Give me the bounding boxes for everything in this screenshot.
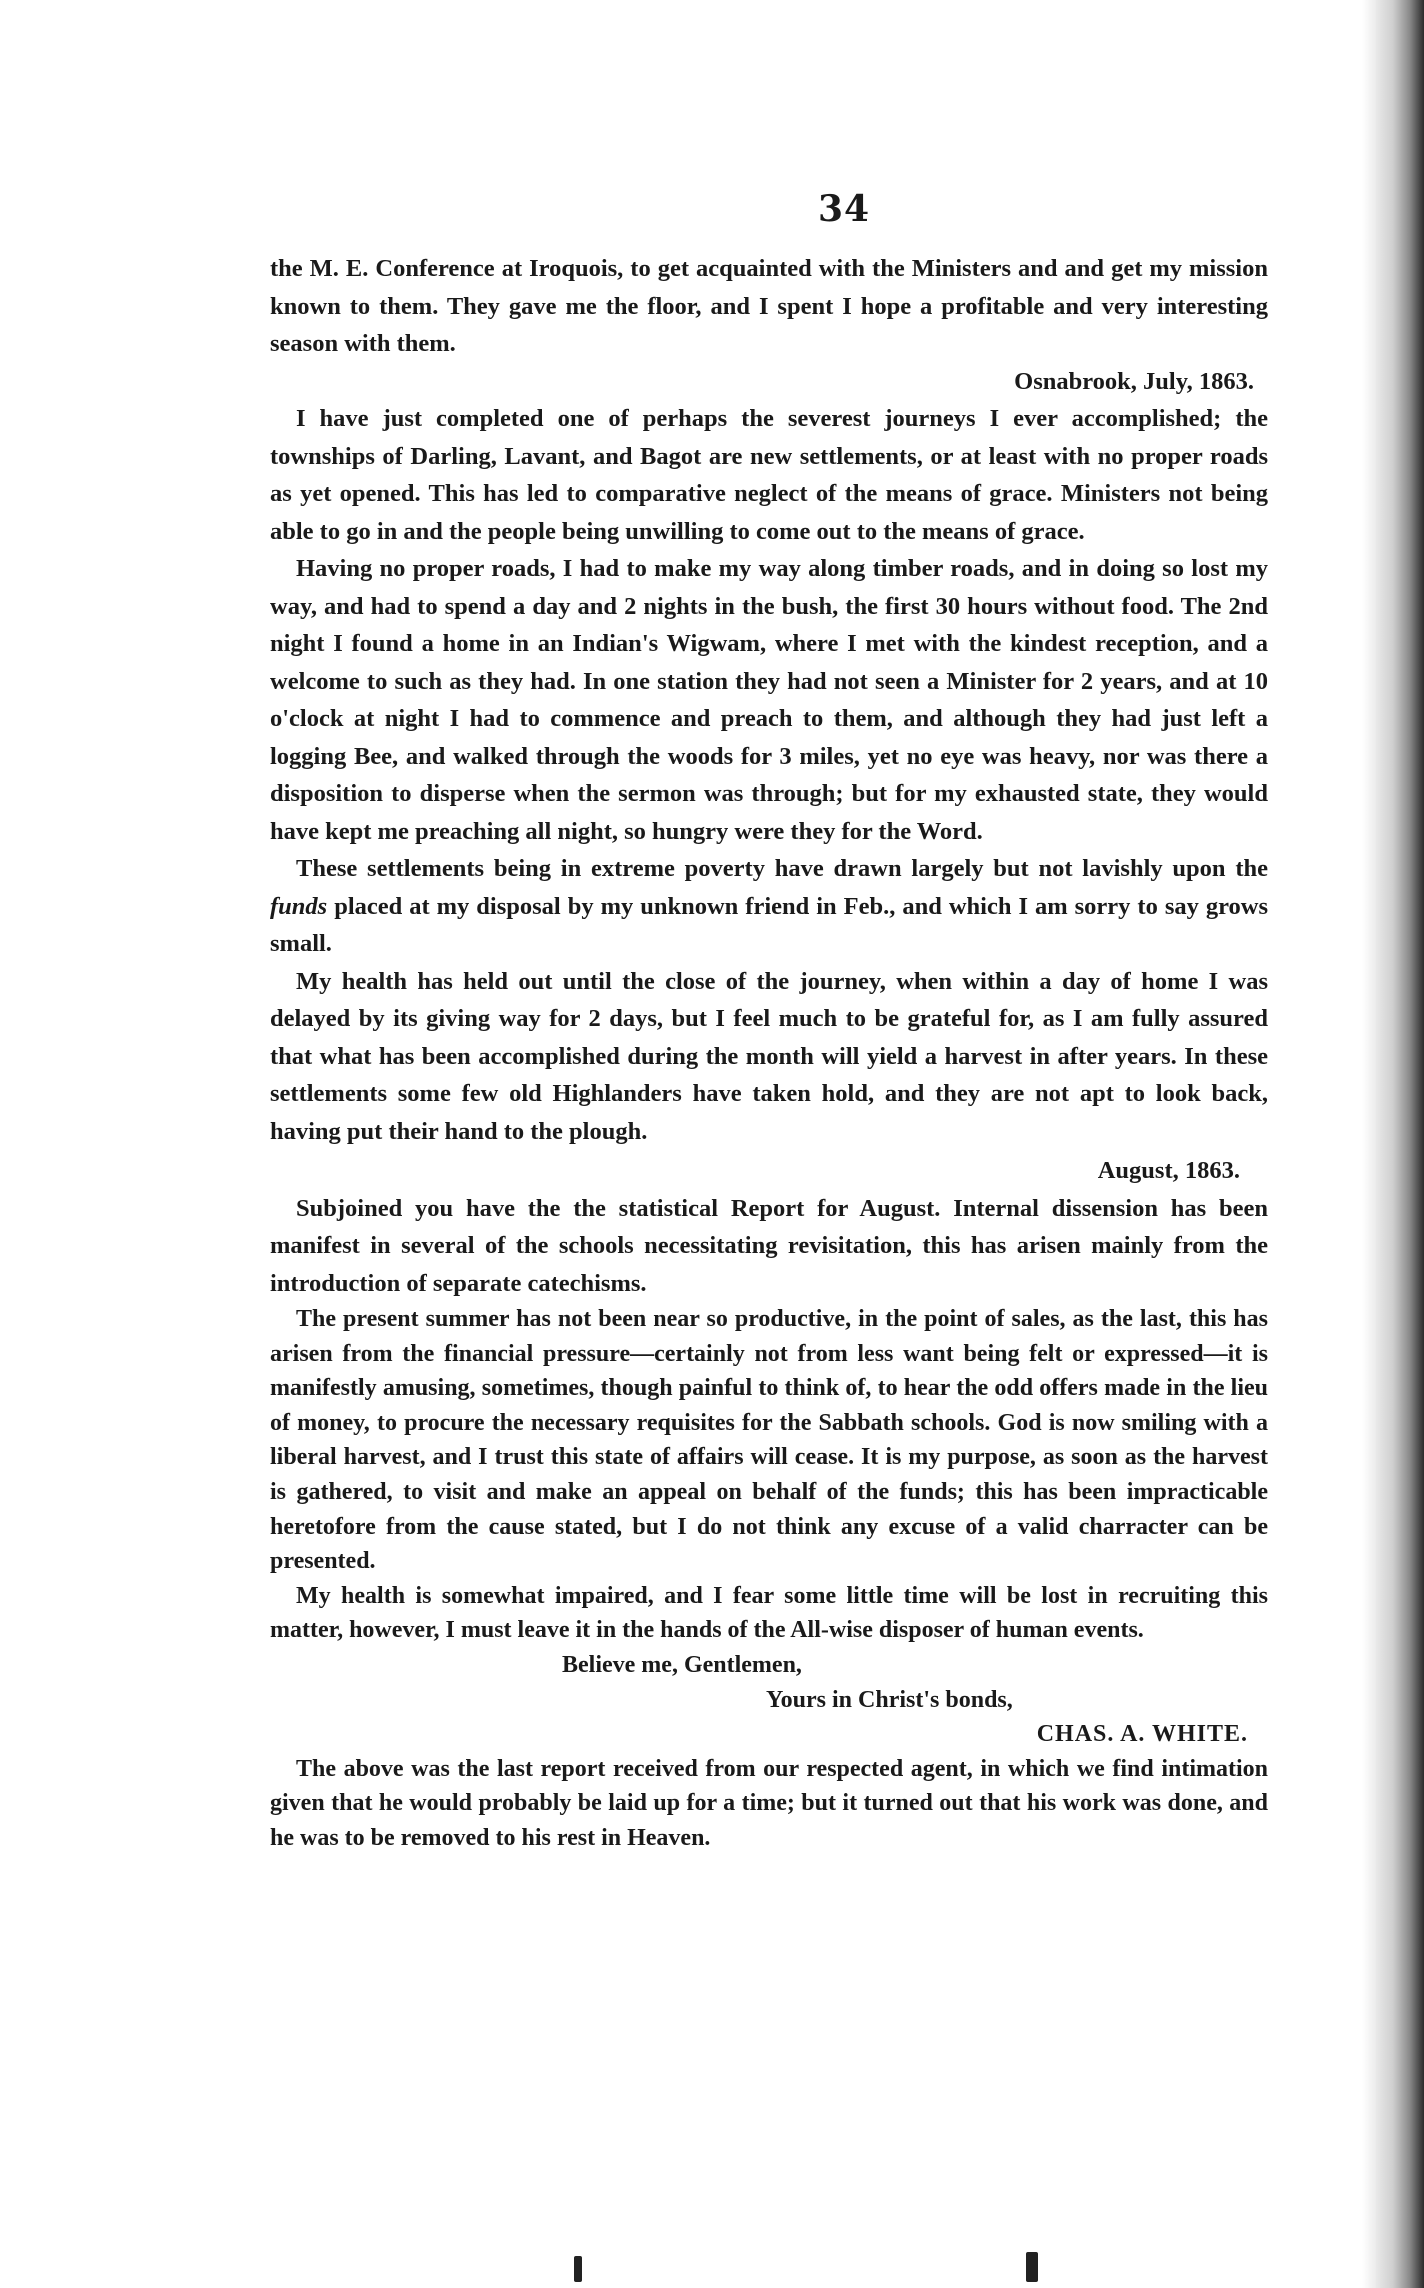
bottom-scan-marks xyxy=(0,2248,1376,2288)
funds-text-after: placed at my disposal by my unknown friend in Feb., and which I am sorry to say grows small. xyxy=(270,892,1268,957)
paragraph-conference: the M. E. Conference at Iroquois, to get acquainted with the Ministers and and get my mission known to them. They gave me the floor, and I spent I hope a profitable and very interesting season with them. xyxy=(270,255,1268,357)
page-gutter-shadow xyxy=(1362,0,1376,2288)
dateline-august: August, 1863. xyxy=(1097,1157,1240,1184)
paragraph-summer-sales: The present summer has not been near so productive, in the point of sales, as the last, this has arisen from the financial pressure—certainly not from less want being felt or expressed—it is manifestly amusing, sometimes, though painful to think of, to hear the odd offers made in the lieu of money, to procure the necessary requisites for the Sabbath schools. God is now smiling with a liberal harvest, and I trust this state of affairs will cease. It is my purpose, as soon as the harvest is gathered, to visit and make an appeal on behalf of the funds; this has been impracticable heretofore from the cause stated, but I do not think any excuse of a valid charracter can be presented. xyxy=(270,1306,1268,1575)
paragraph-health-journey: My health has held out until the close of the journey, when within a day of home I was delayed by its giving way for 2 days, but I feel much to be grateful for, as I am fully assured that what has been accomplished during the month will yield a harvest in after years. In these settlements some few old Highlanders have taken hold, and they are not apt to look back, having put their hand to the plough. xyxy=(270,967,1268,1145)
funds-emphasis: funds xyxy=(270,892,328,920)
paragraph-journey: I have just completed one of perhaps the severest journeys I ever accomplished; the townships of Darling, Lavant, and Bagot are new settlements, or at least with no proper roads as yet opened. This has led to comparative neglect of the means of grace. Ministers not being able to go in and the people being unwilling to come out to the means of grace. xyxy=(270,405,1268,545)
paragraph-statistical-report: Subjoined you have the the statistical Report for August. Internal dissension has been manifest in several of the schools necessitating revisitation, this has arisen mainly from the introduction of separate catechisms. xyxy=(270,1194,1268,1297)
paragraph-settlements-funds xyxy=(270,850,1268,963)
dateline-july: Osnabrook, July, 1863. xyxy=(1014,367,1254,395)
funds-text-before: These settlements being in extreme poverty have drawn largely but not lavishly upon the xyxy=(296,855,1268,882)
paragraph-last-report: The above was the last report received from our respected agent, in which we find intimation given that he would probably be laid up for a time; but it turned out that his work was done, and he was to be removed to his rest in Heaven. xyxy=(270,1755,1268,1851)
scan-mark xyxy=(1026,2252,1038,2282)
closing-yours: Yours in Christ's bonds, xyxy=(766,1686,1013,1713)
signature: CHAS. A. WHITE. xyxy=(1036,1721,1248,1748)
paragraph-health-impaired: My health is somewhat impaired, and I fear some little time will be lost in recruiting this matter, however, I must leave it in the hands of the All-wise disposer of human events. xyxy=(270,1582,1268,1644)
paragraph-timber-roads: Having no proper roads, I had to make my way along timber roads, and in doing so lost my way, and had to spend a day and 2 nights in the bush, the first 30 hours without food. The 2nd night I found a home in an Indian's Wigwam, where I met with the kindest reception, and a welcome to such as they had. In one station they had not seen a Minister for 2 years, and at 10 o'clock at night I had to commence and preach to them, and although they had just left a logging Bee, and walked through the woods for 3 miles, yet no eye was heavy, nor was there a disposition to disperse when the sermon was through; but for my exhausted state, they would have kept me preaching all night, so hungry were they for the Word. xyxy=(270,555,1268,845)
page-number: 34 xyxy=(817,188,871,230)
closing-believe-me: Believe me, Gentlemen, xyxy=(562,1651,802,1678)
document-page xyxy=(270,188,1268,1856)
scan-mark xyxy=(574,2256,582,2282)
book-binding-edge xyxy=(1376,0,1424,2288)
